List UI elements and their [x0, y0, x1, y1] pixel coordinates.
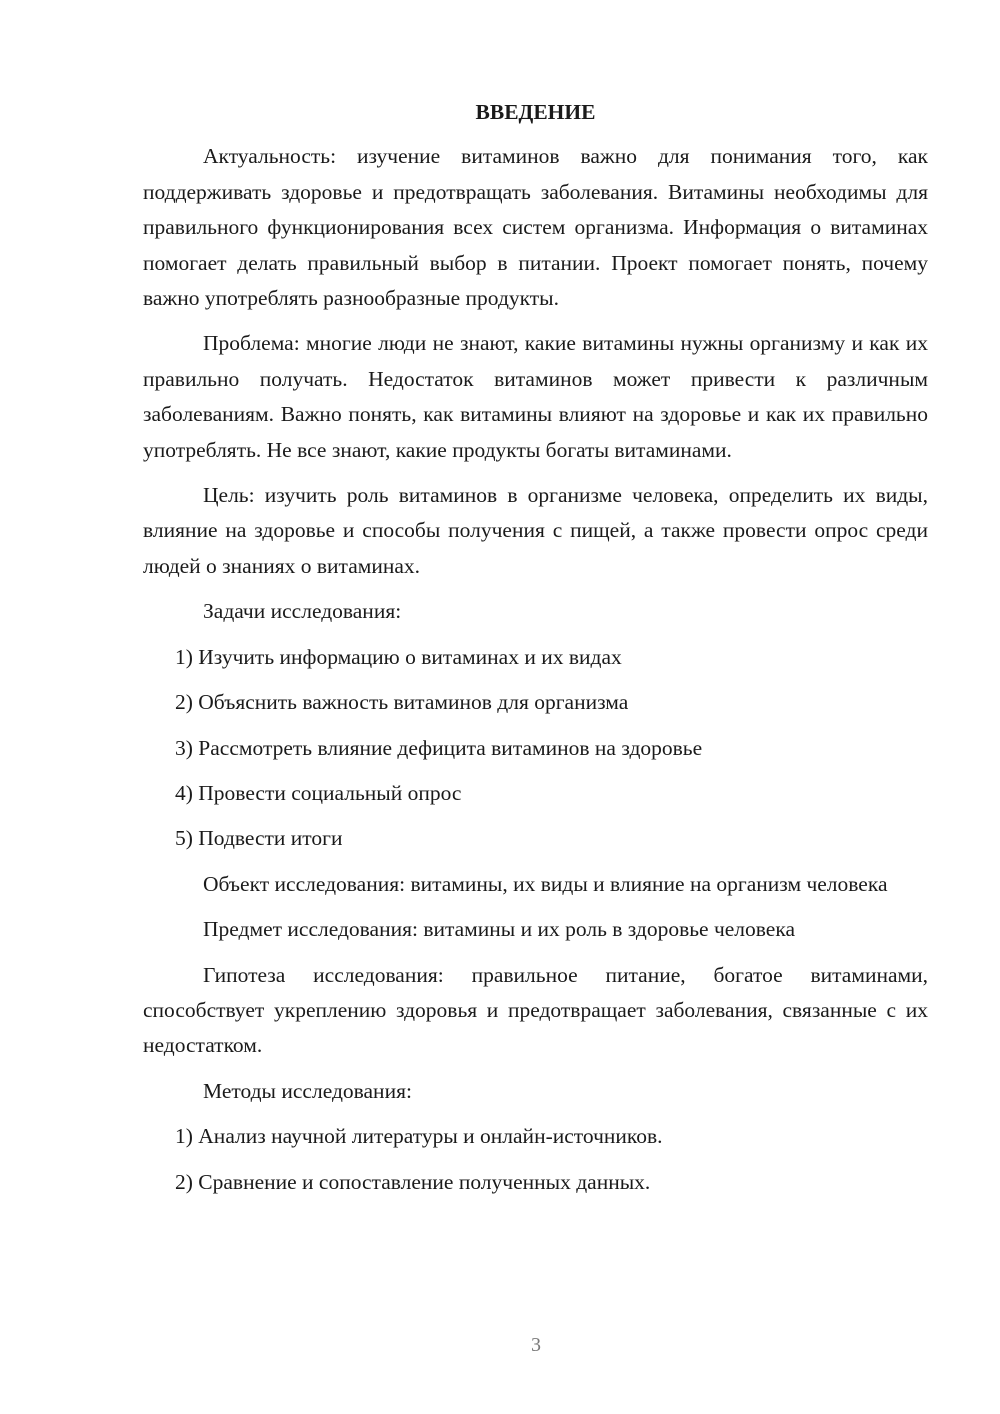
task-item: 3) Рассмотреть влияние дефицита витаминов на здоровье — [175, 735, 703, 760]
goal-paragraph: Цель: изучить роль витаминов в организме человека, определить их виды, влияние на здоровье и способы получения с пищей, а также провести опрос среди людей о знаниях о витаминах. — [143, 483, 928, 578]
task-item: 1) Изучить информацию о витаминах и их видах — [175, 644, 622, 669]
section-title: ВВЕДЕНИЕ — [475, 100, 596, 124]
subject-paragraph: Предмет исследования: витамины и их роль в здоровье человека — [203, 917, 796, 942]
relevance-paragraph: Актуальность: изучение витаминов важно для понимания того, как поддерживать здоровье и предотвращать заболевания. Витамины необходимы для правильного функционирования всех систем организма. Информация о витаминах помогает делать правильный выбор в питании. Проект помогает понять, почему важно употреблять разнообразные продукты. — [143, 144, 928, 311]
task-item: 2) Объяснить важность витаминов для организма — [175, 690, 629, 715]
object-paragraph: Объект исследования: витамины, их виды и влияние на организм человека — [203, 871, 888, 896]
methods-list — [143, 1119, 928, 1200]
hypothesis-paragraph: Гипотеза исследования: правильное питание, богатое витаминами, способствует укреплению здоровья и предотвращает заболевания, связанные с их недостатком. — [143, 962, 928, 1058]
task-item: 4) Провести социальный опрос — [175, 780, 462, 805]
method-item: 1) Анализ научной литературы и онлайн-источников. — [175, 1124, 663, 1149]
methods-heading: Методы исследования: — [203, 1078, 412, 1103]
task-item: 5) Подвести итоги — [175, 826, 343, 851]
page-number: 3 — [531, 1334, 541, 1356]
tasks-heading: Задачи исследования: — [203, 599, 402, 624]
page-content — [143, 95, 928, 1210]
method-item: 2) Сравнение и сопоставление полученных данных. — [175, 1169, 651, 1194]
tasks-list — [143, 640, 928, 857]
problem-paragraph: Проблема: многие люди не знают, какие витамины нужны организму и как их правильно получать. Недостаток витаминов может привести к различным заболеваниям. Важно понять, как витамины влияют на здоровье и как их правильно употреблять. Не все знают, какие продукты богаты витаминами. — [143, 331, 928, 462]
